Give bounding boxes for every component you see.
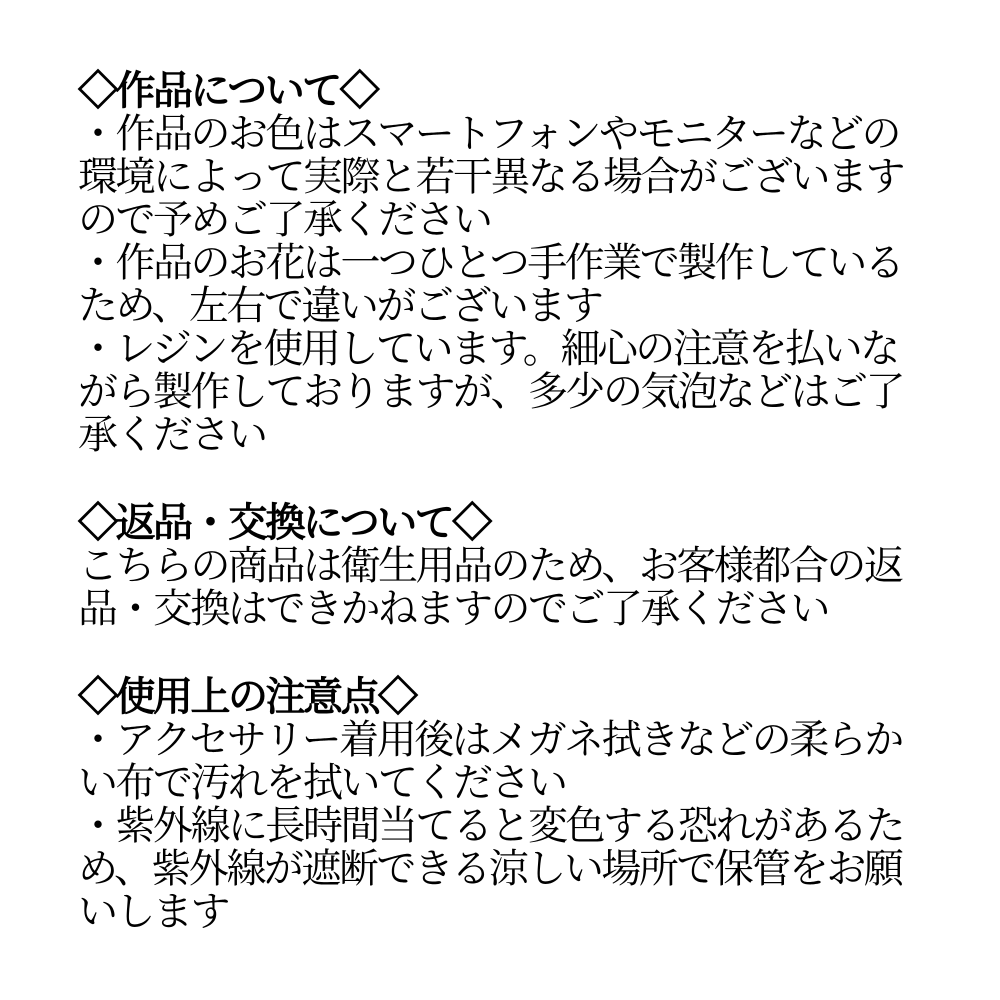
body-line: め、紫外線が遮断できる涼しい場所で保管をお願 [78,847,902,891]
body-line: こちらの商品は衛生用品のため、お客様都合の返 [78,544,902,588]
body-line: ため、左右で違いがございます [78,284,602,328]
section-about-product [78,70,960,457]
body-line: ・レジンを使用しています。細心の注意を払いな [78,327,898,371]
body-line: い布で汚れを拭いてください [78,761,566,805]
section-returns-exchange [78,502,960,631]
body-line: ・アクセサリー着用後はメガネ拭きなどの柔らか [78,718,902,762]
section-heading-returns-exchange: ◇返品・交換について◇ [78,501,490,545]
section-heading-about-product: ◇作品について◇ [78,69,378,113]
section-heading-usage-cautions: ◇使用上の注意点◇ [78,675,416,719]
body-line: ・作品のお色はスマートフォンやモニターなどの [78,112,899,156]
section-usage-cautions [78,676,960,934]
body-line: がら製作しておりますが、多少の気泡などはご了 [78,370,903,414]
body-line: 承ください [78,413,266,457]
body-line: ・作品のお花は一つひとつ手作業で製作している [78,241,903,285]
body-line: いします [78,890,228,934]
body-line: ので予めご了承ください [78,198,491,242]
body-line: 環境によって実際と若干異なる場合がございます [78,155,903,199]
body-line: ・紫外線に長時間当てると変色する恐れがあるた [78,804,903,848]
body-line: 品・交換はできかねますのでご了承ください [78,587,828,631]
